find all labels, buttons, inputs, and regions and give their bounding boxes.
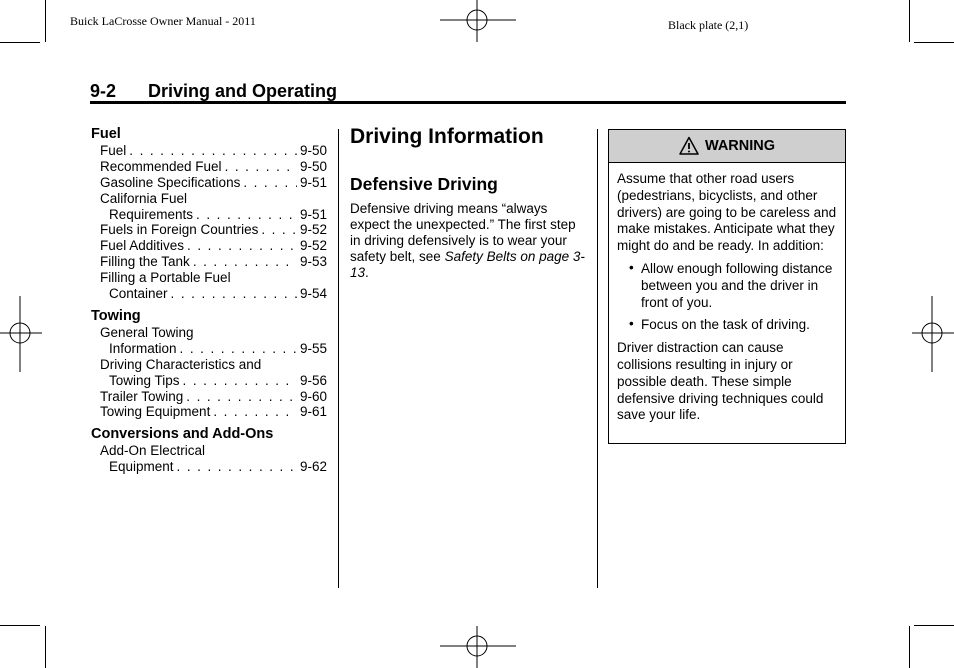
toc-entry[interactable] xyxy=(91,443,327,475)
crop-mark xyxy=(0,42,40,43)
toc-entry[interactable] xyxy=(91,159,327,175)
toc-page-number: 9-54 xyxy=(299,286,327,302)
toc-entry[interactable] xyxy=(91,270,327,302)
registration-mark-icon xyxy=(912,296,954,372)
toc-entry-title: Towing Equipment xyxy=(100,404,211,420)
toc-group-heading: Towing xyxy=(91,307,141,324)
toc-leader-dots xyxy=(243,175,297,191)
toc-entry-title: Information xyxy=(109,340,177,356)
toc-entry-title: California Fuel xyxy=(100,190,188,206)
warning-intro: Assume that other road users (pedestrians, bicyclists, and other drivers) are going to be careless and make mistakes. Anticipate what they might do and be ready. In addition: xyxy=(617,171,837,254)
print-header-plate: Black plate (2,1) xyxy=(668,18,749,32)
registration-mark-icon xyxy=(440,0,516,42)
registration-mark-icon xyxy=(440,626,516,668)
body-text: Defensive driving means “always expect the unexpected.” The first step in driving defensively is to wear your safety belt, see xyxy=(350,201,576,264)
toc-entry[interactable] xyxy=(91,143,327,159)
toc-leader-dots xyxy=(183,373,297,389)
cross-reference-link[interactable]: Safety Belts on page 3-13 xyxy=(350,249,585,280)
print-header-title: Buick LaCrosse Owner Manual - 2011 xyxy=(70,14,256,28)
list-item xyxy=(617,317,837,334)
toc-entry-title: Fuels in Foreign Countries xyxy=(100,222,259,238)
warning-label: WARNING xyxy=(704,138,776,154)
registration-mark-icon xyxy=(0,296,42,372)
toc-page-number: 9-62 xyxy=(299,459,327,475)
crop-mark xyxy=(914,42,954,43)
toc-page-number: 9-51 xyxy=(299,174,327,190)
toc-page-number: 9-50 xyxy=(299,158,327,174)
toc-entry[interactable] xyxy=(91,175,327,191)
toc-group-heading: Conversions and Add-Ons xyxy=(91,426,274,443)
toc-group xyxy=(91,127,327,302)
toc-entry[interactable] xyxy=(91,222,327,238)
toc-entry-title: Trailer Towing xyxy=(100,388,184,404)
column-divider xyxy=(597,129,598,588)
section-number: 9-2 xyxy=(90,81,117,101)
toc-entry-title: Add-On Electrical xyxy=(100,443,206,459)
crop-mark xyxy=(45,626,46,668)
warning-body xyxy=(609,163,845,424)
toc-group xyxy=(91,309,327,420)
toc-entry-title: Driving Characteristics and xyxy=(100,356,262,372)
toc-entry-title: Towing Tips xyxy=(109,372,180,388)
toc-page-number: 9-56 xyxy=(299,372,327,388)
main-content xyxy=(350,125,588,281)
toc-page-number: 9-52 xyxy=(299,222,327,238)
warning-header xyxy=(609,130,845,163)
crop-mark xyxy=(0,625,40,626)
toc-entry-title: Requirements xyxy=(109,206,194,222)
toc-leader-dots xyxy=(129,143,297,159)
toc-group-heading: Fuel xyxy=(91,126,121,142)
crop-mark xyxy=(45,0,46,42)
bullet-icon: • xyxy=(629,259,634,275)
list-item-text: Focus on the task of driving. xyxy=(641,317,810,333)
toc-page-number: 9-53 xyxy=(299,254,327,270)
toc-page-number: 9-55 xyxy=(299,340,327,356)
section-header xyxy=(90,81,846,102)
toc-entry[interactable] xyxy=(91,325,327,357)
toc-entry[interactable] xyxy=(91,404,327,420)
toc-group xyxy=(91,427,327,475)
bullet-icon: • xyxy=(629,316,634,332)
warning-triangle-icon xyxy=(679,136,699,156)
toc-leader-dots xyxy=(180,341,297,357)
crop-mark xyxy=(914,625,954,626)
subsection-title: Defensive Driving xyxy=(350,174,498,194)
toc-entry-title: Fuel xyxy=(100,142,127,158)
page-title: Driving Information xyxy=(350,125,544,148)
list-item xyxy=(617,261,837,311)
toc-page-number: 9-60 xyxy=(299,388,327,404)
list-item-text: Allow enough following distance between you and the driver in front of you. xyxy=(641,260,833,310)
toc-entry-title: Container xyxy=(109,286,168,302)
warning-box xyxy=(608,129,846,444)
toc-leader-dots xyxy=(193,254,297,270)
toc-page-number: 9-52 xyxy=(299,238,327,254)
toc-page-number: 9-61 xyxy=(299,404,327,420)
body-text-end: . xyxy=(365,265,369,280)
warning-closing: Driver distraction can cause collisions resulting in injury or possible death. These simple defensive driving techniques could save your life. xyxy=(617,340,824,423)
body-paragraph xyxy=(350,201,588,281)
toc-leader-dots xyxy=(196,207,297,223)
column-divider xyxy=(338,129,339,588)
section-title: Driving and Operating xyxy=(148,81,338,101)
toc-leader-dots xyxy=(177,459,297,475)
section-rule xyxy=(90,101,846,104)
crop-mark xyxy=(909,626,910,668)
crop-mark xyxy=(909,0,910,42)
toc-entry-title: Equipment xyxy=(109,459,174,475)
toc-leader-dots xyxy=(225,159,297,175)
table-of-contents xyxy=(91,127,327,475)
toc-entry-title: Filling a Portable Fuel xyxy=(100,270,231,286)
toc-entry[interactable] xyxy=(91,389,327,405)
toc-entry-title: Filling the Tank xyxy=(100,254,190,270)
toc-page-number: 9-51 xyxy=(299,206,327,222)
toc-page-number: 9-50 xyxy=(299,142,327,158)
toc-entry-title: Recommended Fuel xyxy=(100,158,222,174)
toc-entry[interactable] xyxy=(91,191,327,223)
toc-entry-title: General Towing xyxy=(100,324,194,340)
toc-leader-dots xyxy=(171,286,297,302)
toc-entry[interactable] xyxy=(91,357,327,389)
toc-entry[interactable] xyxy=(91,254,327,270)
toc-leader-dots xyxy=(213,404,297,420)
toc-leader-dots xyxy=(187,238,297,254)
toc-entry-title: Gasoline Specifications xyxy=(100,174,241,190)
warning-list xyxy=(617,261,837,334)
toc-entry-title: Fuel Additives xyxy=(100,238,185,254)
toc-leader-dots xyxy=(186,389,297,405)
toc-leader-dots xyxy=(261,222,297,238)
toc-entry[interactable] xyxy=(91,238,327,254)
